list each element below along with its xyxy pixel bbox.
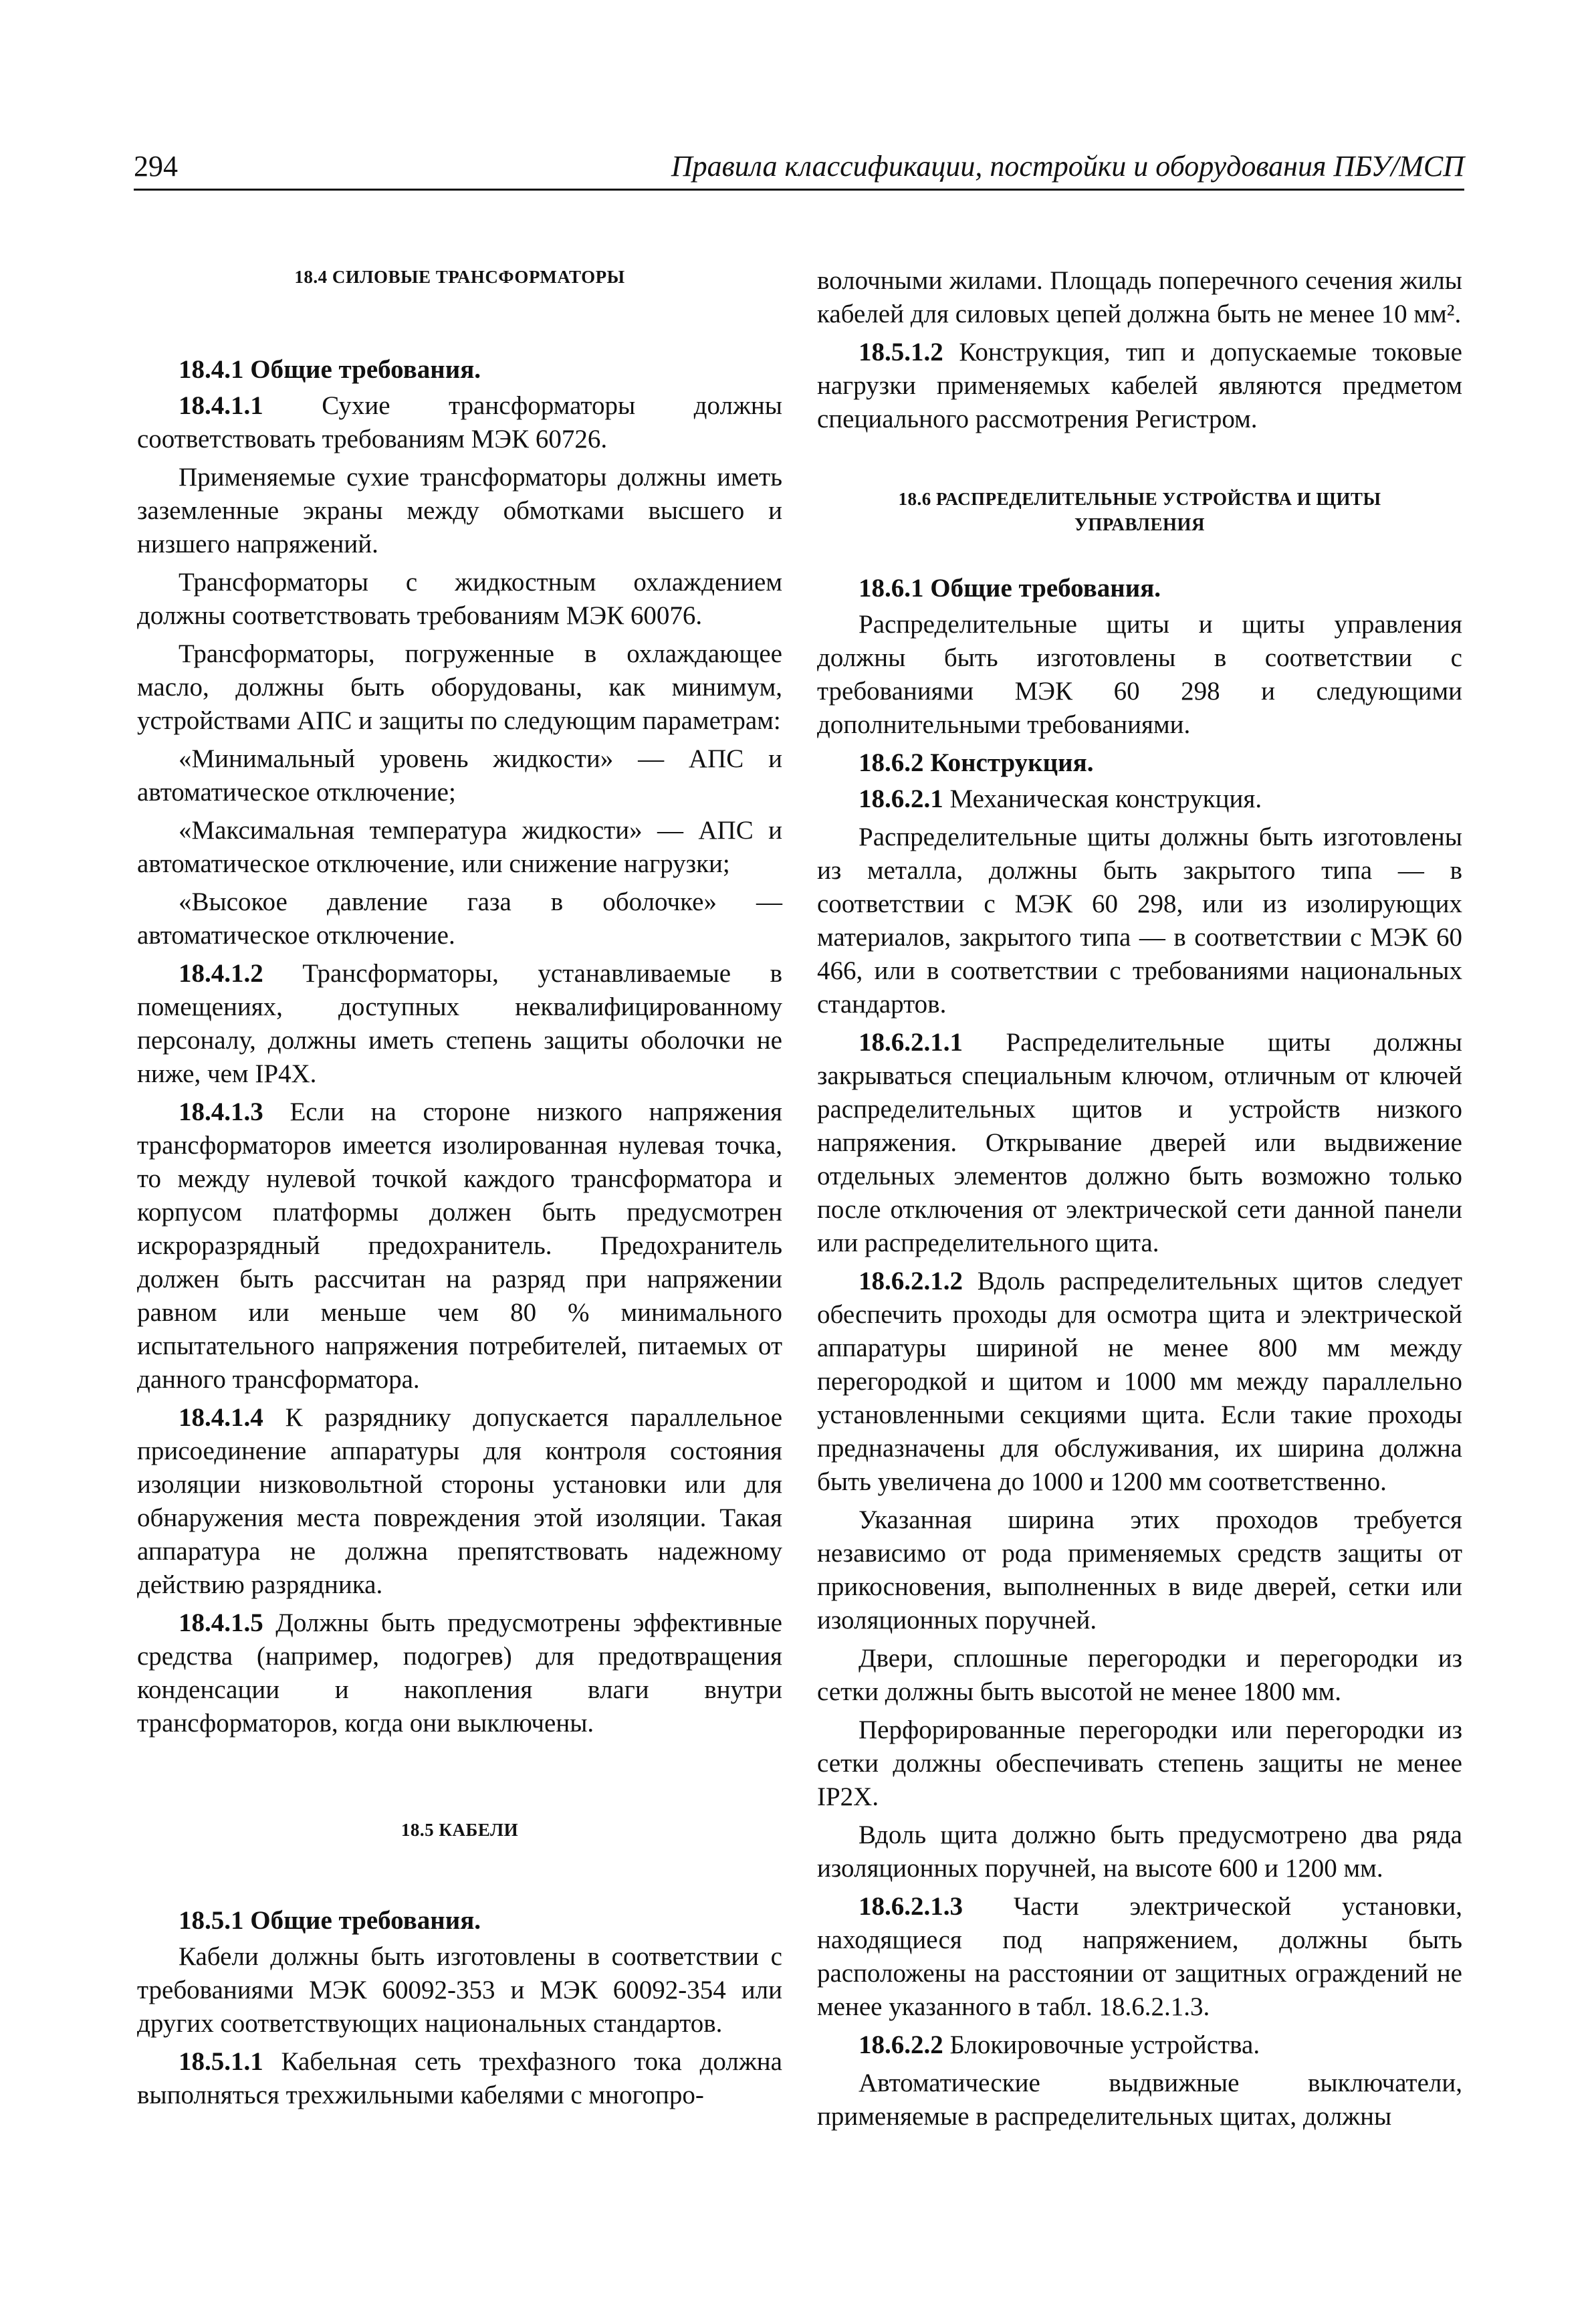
paragraph: Автоматические выдвижные выключатели, применяемые в распределительных щитах, должны [817, 2069, 1462, 2131]
clause-text: Сухие трансформаторы должны соответствовать требованиям МЭК 60726. [137, 391, 782, 453]
paragraph: Вдоль щита должно быть предусмотрено два ряда изоляционных поручней, на высоте 600 и 1200 мм. [817, 1820, 1462, 1883]
clause-number: 18.6.2.1.1 [859, 1028, 963, 1057]
section-title-18-6: 18.6 РАСПРЕДЕЛИТЕЛЬНЫЕ УСТРОЙСТВА И ЩИТЫ УПРАВЛЕНИЯ [898, 489, 1381, 534]
clause-text: К разряднику допускается параллельное присоединение аппаратуры для контроля состояния изоляции низковольтной стороны установки или для обнаружения места повреждения этой изоляции. Такая аппаратура не должна препятствовать надежному действию разрядника. [137, 1403, 782, 1599]
paragraph: Распределительные щиты и щиты управления должны быть изготовлены в соответствии с требованиями МЭК 60 298 и следующими дополнительными требованиями. [817, 610, 1462, 739]
paragraph: Кабели должны быть изготовлены в соответствии с требованиями МЭК 60092-353 и МЭК 60092-354 или других соответствующих национальных стандартов. [137, 1942, 782, 2038]
clause-text: Если на стороне низкого напряжения трансформаторов имеется изолированная нулевая точка, то между нулевой точкой каждого трансформатора и корпусом платформы должен быть предусмотрен искроразрядный предохранитель. Предохранитель должен быть рассчитан на разряд при напряжении равном или меньше чем 80 % минимального испытательного напряжения потребителей, питаемых от данного трансформатора. [137, 1098, 782, 1394]
paragraph-18-4-1-3 [137, 1095, 782, 1396]
paragraph-18-4-1-5 [137, 1606, 782, 1740]
clause-text: Распределительные щиты должны закрываться специальным ключом, отличным от ключей распределительных щитов и устройств низкого напряжения. Открывание дверей или выдвижение отдельных элементов должно быть возможно только после отключения от электрической сети данной панели или распределительного щита. [817, 1028, 1462, 1257]
page-header [134, 146, 1464, 191]
paragraph-18-6-2-2 [817, 2028, 1462, 2062]
clause-number: 18.4.1.1 [179, 391, 263, 420]
paragraph: Трансформаторы, погруженные в охлаждающее масло, должны быть оборудованы, как минимум, устройствами АПС и защиты по следующим параметрам: [137, 639, 782, 735]
clause-number: 18.5.1.1 [179, 2047, 263, 2076]
left-column [137, 264, 782, 2117]
paragraph-list-item: «Высокое давление газа в оболочке» — автоматическое отключение. [137, 887, 782, 950]
paragraph-18-6-2-1-2 [817, 1265, 1462, 1499]
running-title: Правила классификации, постройки и оборудования ПБУ/МСП [671, 150, 1464, 183]
clause-number: 18.4.1.4 [179, 1403, 263, 1432]
clause-number: 18.6.2.2 [859, 2030, 943, 2059]
clause-text: Вдоль распределительных щитов следует обеспечить проходы для осмотра щита и электрической аппаратуры шириной не менее 800 мм между перегородкой и щитом и 1000 мм между параллельно установленными секциями щита. Если такие проходы предназначены для обслуживания, их ширина должна быть увеличена до 1000 и 1200 мм соответственно. [817, 1267, 1462, 1496]
paragraph: Перфорированные перегородки или перегородки из сетки должны обеспечивать степень защиты не менее IP2X. [817, 1715, 1462, 1811]
clause-text: Должны быть предусмотрены эффективные средства (например, подогрев) для предотвращения конденсации и накопления влаги внутри трансформаторов, когда они выключены. [137, 1608, 782, 1738]
clause-number: 18.6.2.1 [859, 785, 943, 813]
paragraph-18-4-1-1 [137, 389, 782, 456]
section-title-18-4: 18.4 СИЛОВЫЕ ТРАНСФОРМАТОРЫ [294, 267, 625, 287]
page-number: 294 [134, 150, 178, 183]
paragraph-list-item: «Максимальная температура жидкости» — АПС и автоматическое отключение, или снижение нагрузки; [137, 816, 782, 878]
heading-18-6-2: 18.6.2 Конструкция. [859, 748, 1094, 777]
heading-18-6-1: 18.6.1 Общие требования. [859, 574, 1161, 603]
clause-number: 18.6.2.1.3 [859, 1892, 963, 1921]
clause-text: Части электрической установки, находящиеся под напряжением, должны быть расположены на расстоянии от защитных ограждений не менее указанного в табл. 18.6.2.1.3. [817, 1892, 1462, 2021]
clause-number: 18.5.1.2 [859, 338, 943, 367]
clause-number: 18.4.1.2 [179, 959, 263, 988]
clause-number: 18.4.1.5 [179, 1608, 263, 1637]
paragraph-18-5-1-1 [137, 2045, 782, 2112]
clause-text: Конструкция, тип и допускаемые токовые нагрузки применяемых кабелей являются предметом специального рассмотрения Регистром. [817, 338, 1462, 433]
paragraph-continued: волочными жилами. Площадь поперечного сечения жилы кабелей для силовых цепей должна быть не менее 10 мм². [817, 266, 1462, 328]
clause-text: Механическая конструкция. [943, 785, 1262, 813]
right-column [817, 264, 1462, 2138]
heading-18-5-1: 18.5.1 Общие требования. [179, 1906, 481, 1935]
clause-number: 18.4.1.3 [179, 1098, 263, 1126]
paragraph: Указанная ширина этих проходов требуется независимо от рода применяемых средств защиты от прикосновения, выполненных в виде дверей, сетки или изоляционных поручней. [817, 1505, 1462, 1635]
paragraph-18-6-2-1-1 [817, 1026, 1462, 1260]
clause-text: Трансформаторы, устанавливаемые в помещениях, доступных неквалифицированному персоналу, должны иметь степень защиты оболочки не ниже, чем IP4X. [137, 959, 782, 1088]
clause-text: Кабельная сеть трехфазного тока должна выполняться трехжильными кабелями с многопро- [137, 2047, 782, 2109]
paragraph: Распределительные щиты должны быть изготовлены из металла, должны быть закрытого типа — в соответствии с МЭК 60 298, или из изолирующих материалов, закрытого типа — в соответствии с МЭК 60 466, или в соответствии с требованиями национальных стандартов. [817, 823, 1462, 1019]
paragraph-18-4-1-4 [137, 1401, 782, 1602]
paragraph: Трансформаторы с жидкостным охлаждением должны соответствовать требованиям МЭК 60076. [137, 568, 782, 630]
heading-18-4-1: 18.4.1 Общие требования. [179, 355, 481, 384]
paragraph: Применяемые сухие трансформаторы должны иметь заземленные экраны между обмотками высшего и низшего напряжений. [137, 463, 782, 558]
paragraph-18-4-1-2 [137, 957, 782, 1091]
paragraph-list-item: «Минимальный уровень жидкости» — АПС и автоматическое отключение; [137, 744, 782, 807]
clause-number: 18.6.2.1.2 [859, 1267, 963, 1295]
clause-text: Блокировочные устройства. [943, 2030, 1260, 2059]
paragraph-18-6-2-1 [817, 782, 1462, 816]
paragraph-18-6-2-1-3 [817, 1890, 1462, 2024]
paragraph-18-5-1-2 [817, 336, 1462, 436]
section-title-18-5: 18.5 КАБЕЛИ [401, 1820, 519, 1840]
paragraph: Двери, сплошные перегородки и перегородки из сетки должны быть высотой не менее 1800 мм. [817, 1644, 1462, 1706]
